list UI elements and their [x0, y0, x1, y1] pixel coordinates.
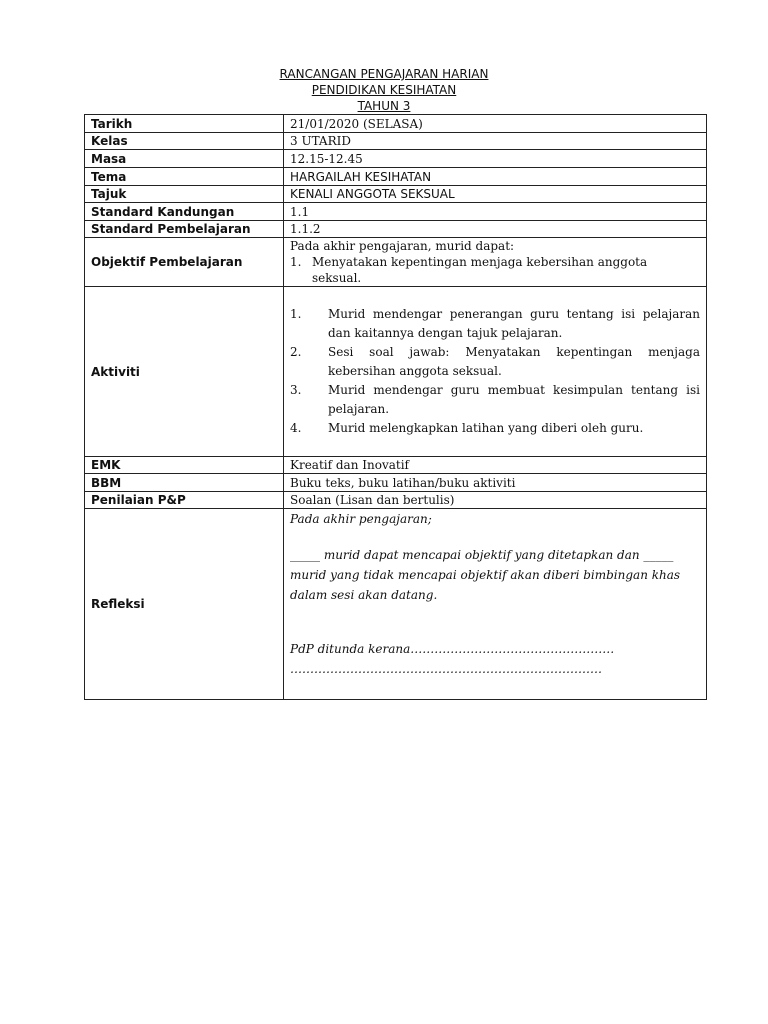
- value-refleksi: [284, 509, 707, 700]
- value-standard-kandungan: 1.1: [284, 203, 707, 221]
- label-masa: Masa: [85, 150, 284, 168]
- aktiviti-item-text: Murid melengkapkan latihan yang diberi oleh guru.: [328, 421, 644, 435]
- label-penilaian: Penilaian P&P: [85, 492, 284, 509]
- row-kelas: [85, 133, 707, 150]
- row-objektif: [85, 238, 707, 287]
- value-emk: Kreatif dan Inovatif: [284, 457, 707, 474]
- value-tarikh: 21/01/2020 (SELASA): [284, 115, 707, 133]
- label-kelas: Kelas: [85, 133, 284, 150]
- row-tarikh: [85, 115, 707, 133]
- label-bbm: BBM: [85, 474, 284, 492]
- document-year: TAHUN 3: [357, 99, 411, 113]
- value-tema: HARGAILAH KESIHATAN: [284, 168, 707, 186]
- aktiviti-item: [290, 381, 700, 419]
- row-standard-pembelajaran: [85, 221, 707, 238]
- aktiviti-item: [290, 419, 700, 438]
- label-aktiviti: Aktiviti: [85, 287, 284, 457]
- aktiviti-item: [290, 305, 700, 343]
- label-refleksi: Refleksi: [85, 509, 284, 700]
- label-standard-kandungan: Standard Kandungan: [85, 203, 284, 221]
- row-refleksi: [85, 509, 707, 700]
- refleksi-intro: Pada akhir pengajaran;: [290, 512, 432, 526]
- value-penilaian: Soalan (Lisan dan bertulis): [284, 492, 707, 509]
- row-tajuk: [85, 186, 707, 203]
- aktiviti-item-text: Murid mendengar penerangan guru tentang isi pelajaran dan kaitannya dengan tajuk pelajaran.: [328, 307, 700, 340]
- lesson-plan-table: [84, 114, 707, 700]
- value-kelas: 3 UTARID: [284, 133, 707, 150]
- row-tema: [85, 168, 707, 186]
- objektif-item-number: 1.: [290, 255, 302, 269]
- objektif-item: [290, 254, 700, 286]
- row-masa: [85, 150, 707, 168]
- label-emk: EMK: [85, 457, 284, 474]
- row-bbm: [85, 474, 707, 492]
- label-objektif: Objektif Pembelajaran: [85, 238, 284, 287]
- row-penilaian: [85, 492, 707, 509]
- value-aktiviti: [284, 287, 707, 457]
- value-tajuk: KENALI ANGGOTA SEKSUAL: [284, 186, 707, 203]
- objektif-intro: Pada akhir pengajaran, murid dapat:: [290, 239, 515, 253]
- refleksi-postponed-continued: ……………………………………………………………………: [290, 662, 602, 676]
- refleksi-achievement: _____ murid dapat mencapai objektif yang ditetapkan dan _____ murid yang tidak mencapai objektif akan diberi bimbingan khas dalam sesi akan datang.: [290, 548, 681, 602]
- label-standard-pembelajaran: Standard Pembelajaran: [85, 221, 284, 238]
- objektif-item-text: Menyatakan kepentingan menjaga kebersihan anggota seksual.: [312, 255, 648, 285]
- aktiviti-item-text: Murid mendengar guru membuat kesimpulan tentang isi pelajaran.: [328, 383, 700, 416]
- value-objektif: [284, 238, 707, 287]
- aktiviti-item-number: 3.: [290, 383, 302, 397]
- aktiviti-item: [290, 343, 700, 381]
- document-header: [0, 66, 768, 114]
- aktiviti-item-number: 4.: [290, 421, 302, 435]
- label-tarikh: Tarikh: [85, 115, 284, 133]
- row-standard-kandungan: [85, 203, 707, 221]
- document-subject: PENDIDIKAN KESIHATAN: [311, 83, 457, 97]
- value-bbm: Buku teks, buku latihan/buku aktiviti: [284, 474, 707, 492]
- aktiviti-item-text: Sesi soal jawab: Menyatakan kepentingan menjaga kebersihan anggota seksual.: [328, 345, 700, 378]
- value-standard-pembelajaran: 1.1.2: [284, 221, 707, 238]
- aktiviti-item-number: 2.: [290, 345, 302, 359]
- aktiviti-list: [290, 305, 700, 438]
- row-emk: [85, 457, 707, 474]
- refleksi-postponed: PdP ditunda kerana……………………………………………: [290, 642, 615, 656]
- label-tajuk: Tajuk: [85, 186, 284, 203]
- aktiviti-item-number: 1.: [290, 307, 302, 321]
- document-title: RANCANGAN PENGAJARAN HARIAN: [279, 67, 489, 81]
- value-masa: 12.15-12.45: [284, 150, 707, 168]
- label-tema: Tema: [85, 168, 284, 186]
- row-aktiviti: [85, 287, 707, 457]
